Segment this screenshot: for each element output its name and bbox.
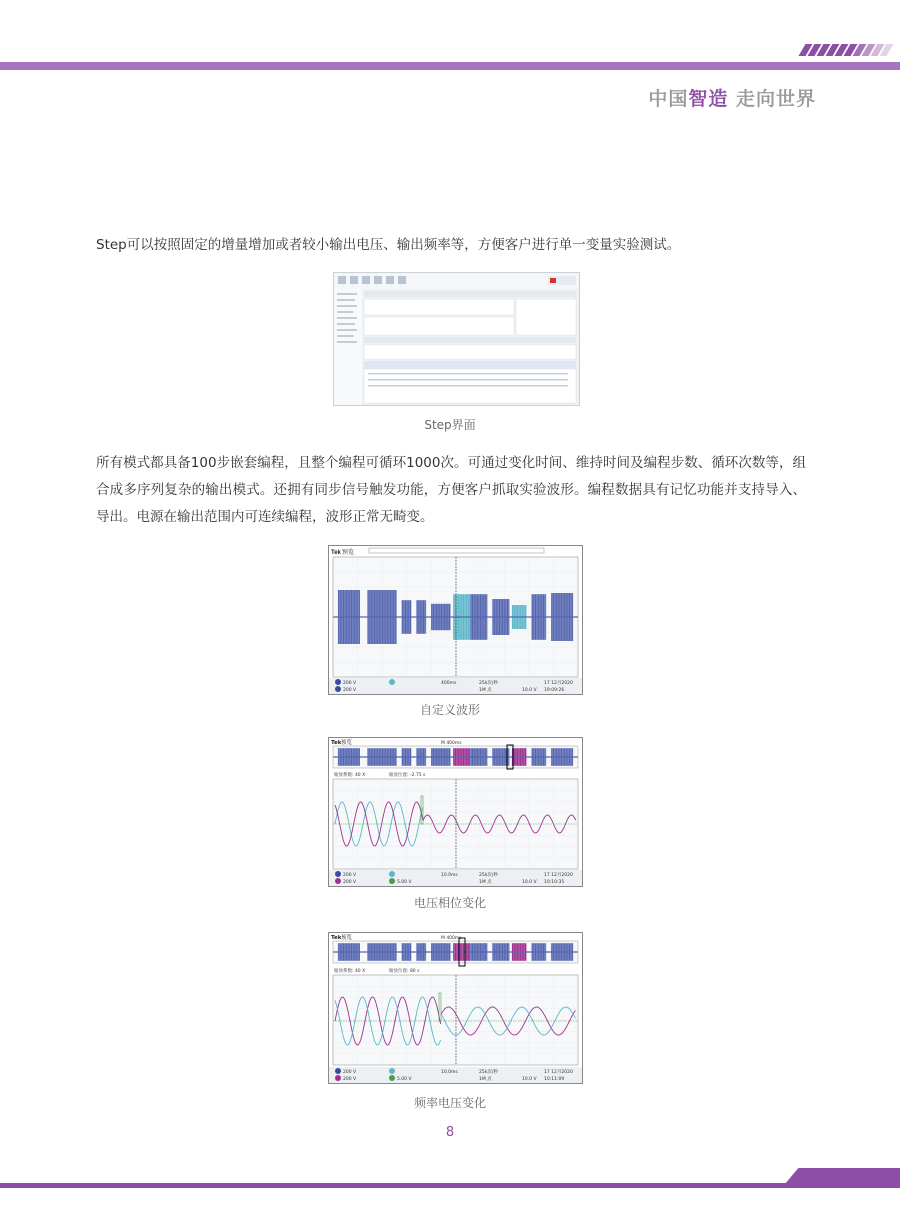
scope-custom-svg xyxy=(329,546,582,694)
scope-mode: 预览 xyxy=(341,935,353,941)
scope3-trig: 10.0 V xyxy=(522,1077,537,1082)
scope1-ch1: 200 V xyxy=(343,681,357,686)
footer-bar xyxy=(0,1183,900,1188)
scope3-zoom: 缩放系数: 40 X xyxy=(334,969,366,974)
caption-custom-waveform: 自定义波形 xyxy=(419,703,480,717)
scope1-points: 1M 点 xyxy=(479,688,492,693)
scope-brand: Tek xyxy=(331,740,342,746)
scope2-ch4: 5.00 V xyxy=(397,880,412,885)
scope-custom-waveform xyxy=(328,545,583,695)
scope2-date: 17 12月2020 xyxy=(544,873,573,878)
caption-step-interface: Step界面 xyxy=(424,418,476,432)
scope3-zoom-pos: 缩放位置: 80 s xyxy=(389,969,420,974)
caption-voltage-phase: 电压相位变化 xyxy=(413,896,486,910)
scope2-timebase: 10.0ms xyxy=(441,873,458,878)
scope2-ch2: 200 V xyxy=(343,880,357,885)
scope2-top-time: M 400ms xyxy=(441,741,462,746)
scope-mode: 预览 xyxy=(342,550,355,556)
scope3-ch2: 200 V xyxy=(343,1077,357,1082)
scope1-date: 17 12月2020 xyxy=(544,681,573,686)
scope1-timebase: 400ms xyxy=(441,681,457,686)
step-interface-screenshot xyxy=(333,272,580,406)
scope2-trig: 10.0 V xyxy=(522,880,537,885)
paragraph-programming: 所有模式都具备100步嵌套编程，且整个编程可循环1000次。可通过变化时间、维持时间及编程步数、循环次数等，组合成多序列复杂的输出模式。还拥有同步信号触发功能，方便客户抓取实验波形。编程数据具有记忆功能并支持导入、导出。电源在输出范围内可连续编程，波形正常无畸变。 xyxy=(96,455,806,525)
scope3-top-time: M 400ms xyxy=(441,936,462,941)
caption-frequency-voltage: 频率电压变化 xyxy=(413,1096,486,1110)
scope3-timebase: 10.0ms xyxy=(441,1070,458,1075)
scope-brand: Tek xyxy=(331,935,342,941)
scope1-ch2: 200 V xyxy=(343,688,357,693)
scope2-zoom-pos: 缩放位置: -2.75 s xyxy=(389,773,426,778)
scope1-trig: 10.0 V xyxy=(522,688,537,693)
scope3-ch1: 200 V xyxy=(343,1070,357,1075)
scope3-time: 10:11:09 xyxy=(544,1077,565,1082)
scope3-ch4: 5.00 V xyxy=(397,1077,412,1082)
scope3-rate: 25k次/秒 xyxy=(479,1070,498,1075)
scope-voltage-phase xyxy=(328,737,583,887)
paragraph-step: Step可以按照固定的增量增加或者较小输出电压、输出频率等，方便客户进行单一变量实验测试。 xyxy=(96,237,681,253)
page-number: 8 xyxy=(445,1125,455,1140)
header-bar xyxy=(0,62,900,70)
scope-frequency-voltage xyxy=(328,932,583,1084)
scope2-points: 1M 点 xyxy=(479,880,492,885)
scope3-date: 17 12月2020 xyxy=(544,1070,573,1075)
scope1-time: 19:09:26 xyxy=(544,688,565,693)
scope2-ch1: 200 V xyxy=(343,873,357,878)
scope2-time: 10:10:35 xyxy=(544,880,565,885)
scope3-points: 1M 点 xyxy=(479,1077,492,1082)
scope2-zoom: 缩放系数: 40 X xyxy=(334,773,366,778)
scope2-rate: 25k次/秒 xyxy=(479,873,498,878)
scope1-rate: 25k次/秒 xyxy=(479,681,498,686)
scope-brand: Tek xyxy=(331,550,341,556)
scope-mode: 预览 xyxy=(341,740,353,746)
header-slogan: 中国智造 走向世界 xyxy=(648,88,816,110)
